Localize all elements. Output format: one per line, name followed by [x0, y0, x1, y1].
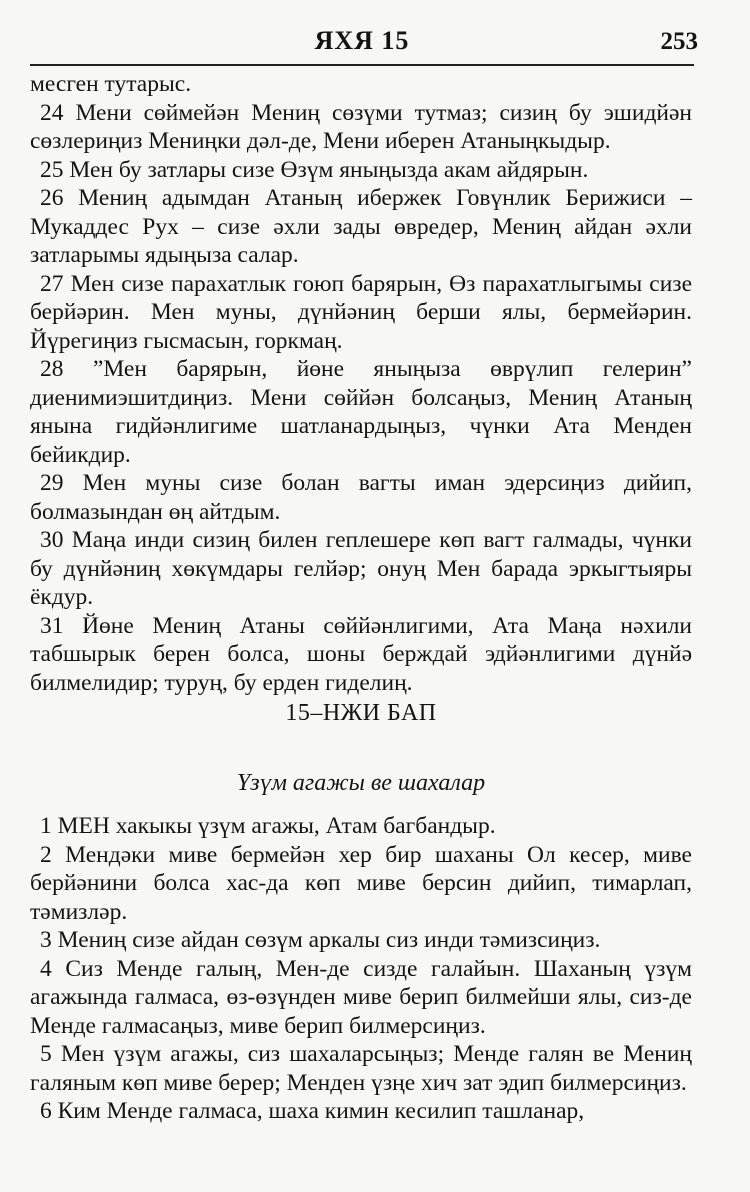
verse-24: 24 Мени сөймейән Мениң сөзүми тутмаз; сизиң бу эшидйән сөзлериңиз Мениңки дәл-де, Мени иберен Атаныңкыдыр.: [30, 99, 692, 154]
page-number: 253: [660, 28, 698, 55]
verse-2: 2 Мендәки миве бермейән хер бир шаханы Ол кесер, миве берйәнини болса хас-да көп миве берсин дийип, тимарлап, тәмизләр.: [30, 841, 692, 925]
verse-25: 25 Мен бу затлары сизе Өзүм яныңызда акам айдярын.: [40, 156, 589, 183]
page-header: [30, 22, 698, 66]
verse-31: 31 Йөне Мениң Атаны сөййәнлигими, Ата Маңа нәхили табшырык берен болса, шоны берждай эдйәнлигими дүнйә билмелидир; туруң, бу ерден гиделиң.: [30, 612, 692, 696]
verses-before-chapter: [30, 70, 692, 697]
verse-continuation: месген тутарыс.: [30, 71, 192, 97]
chapter-heading: 15–НЖИ БАП: [285, 700, 437, 726]
verse-29: 29 Мен муны сизе болан вагты иман эдерсиңиз дийип, болмазындан өң айтдым.: [30, 470, 692, 525]
verse-27: 27 Мен сизе парахатлык гоюп барярын, Өз парахатлыгымы сизе берйәрин. Мен муны, дүнйәниң берши ялы, бермейәрин. Йүрегиңиз гысмасын, горкмаң.: [30, 270, 692, 354]
verse-1: 1 МЕН хакыкы үзүм агажы, Атам багбандыр.: [40, 813, 496, 839]
verse-5: 5 Мен үзүм агажы, сиз шахаларсыңыз; Менде галян ве Мениң галяным көп миве берер; Менден үзңе хич зат эдип билмерсиңиз.: [30, 1041, 692, 1096]
verse-4: 4 Сиз Менде галың, Мен-де сизде галайын. Шаханың үзүм агажында галмаса, өз-өзүнден миве берип билмейши ялы, сиз-де Менде галмасаңыз, миве берип билмерсиңиз.: [30, 955, 692, 1039]
verses-after-chapter: [30, 812, 692, 1126]
verse-26: 26 Мениң адымдан Атаның ибержек Говүнлик Берижиси – Мукаддес Рух – сизе әхли зады өвредер, Мениң айдан әхли затларымы ядыңыза салар.: [30, 185, 692, 268]
running-head: ЯХЯ 15: [314, 26, 410, 55]
verse-30: 30 Маңа инди сизиң билен геплешере көп вагт галмады, чүнки бу дүнйәниң хөкүмдары гелйәр; онуң Мен барада эркыгтыяры ёкдур.: [30, 527, 692, 610]
verse-6: 6 Ким Менде галмаса, шаха кимин кесилип ташланар,: [40, 1098, 585, 1124]
verse-3: 3 Мениң сизе айдан сөзүм аркалы сиз инди тәмизсиңиз.: [40, 927, 601, 953]
verse-28: 28 ”Мен барярын, йөне яныңыза өврүлип гелерин” диенимиэшитдиңиз. Мени сөййән болсаңыз, Мениң Атаның янына гидйәнлигиме шатланардыңыз, чүнки Ата Менден бейикдир.: [30, 356, 692, 468]
section-heading: Үзүм агажы ве шахалар: [236, 770, 486, 796]
